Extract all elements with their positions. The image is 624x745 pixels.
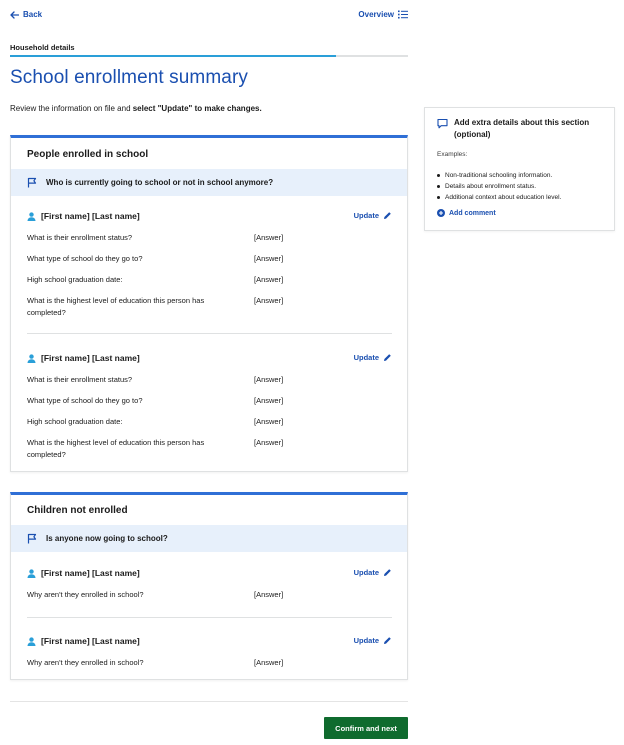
arrow-left-icon [10,11,19,19]
person-icon [27,354,36,363]
detail-answer: [Answer] [254,438,284,447]
example-item [437,192,561,203]
person-block [27,353,392,463]
person-icon [27,637,36,646]
back-label: Back [23,10,43,19]
update-link[interactable] [354,211,392,220]
detail-answer: [Answer] [254,590,284,599]
pencil-icon [383,353,392,362]
section-question-banner [11,525,407,552]
footer-divider [10,701,408,702]
intro-prefix: Review the information on file and [10,104,133,113]
confirm-and-next-button[interactable]: Confirm and next [324,717,408,739]
detail-answer: [Answer] [254,275,284,284]
person-block [27,211,392,321]
person-divider [27,333,392,334]
detail-answer: [Answer] [254,417,284,426]
detail-answer: [Answer] [254,375,284,384]
bullet [437,196,440,199]
pencil-icon [383,636,392,645]
section-card-people-enrolled [10,135,408,472]
person-icon [27,212,36,221]
back-link[interactable] [10,10,42,19]
update-link[interactable] [354,568,392,577]
person-name [27,211,140,221]
examples-label: Examples: [437,151,468,158]
progress-bar [10,55,408,57]
section-question: Who is currently going to school or not in school anymore? [46,178,274,187]
progress-bar-fill [10,55,336,57]
intro-text [10,104,262,113]
detail-question: Why aren't they enrolled in school? [27,590,144,599]
example-item [437,170,561,181]
person-name [27,353,140,363]
bullet [437,174,440,177]
section-question: Is anyone now going to school? [46,534,168,543]
update-label: Update [353,568,379,577]
overview-label: Overview [358,10,394,19]
top-navigation [10,10,408,24]
detail-answer: [Answer] [254,254,284,263]
person-name-text: [First name] [Last name] [41,211,140,221]
person-name-text: [First name] [Last name] [41,568,140,578]
add-comment-label: Add comment [449,209,496,217]
detail-question: What is their enrollment status? [27,375,133,384]
update-label: Update [353,211,379,220]
comment-icon [437,118,448,129]
person-block [27,636,392,672]
section-title: Children not enrolled [27,505,128,516]
flag-icon [27,177,38,188]
update-label: Update [353,353,379,362]
person-name-text: [First name] [Last name] [41,353,140,363]
detail-answer: [Answer] [254,233,284,242]
extra-details-title: Add extra details about this section (optional) [454,118,590,139]
detail-answer: [Answer] [254,296,284,305]
detail-question: What type of school do they go to? [27,254,143,263]
detail-question: Why aren't they enrolled in school? [27,658,144,667]
pencil-icon [383,568,392,577]
plus-circle-icon [437,209,445,217]
person-icon [27,569,36,578]
flag-icon [27,533,38,544]
list-icon [398,10,408,19]
detail-question: What type of school do they go to? [27,396,143,405]
detail-question: What is the highest level of education this person has completed? [27,296,205,317]
extra-details-panel [424,107,615,231]
example-text: Non-traditional schooling information. [445,172,553,179]
intro-emphasis: select "Update" to make changes. [132,104,262,113]
pencil-icon [383,211,392,220]
detail-answer: [Answer] [254,658,284,667]
bullet [437,185,440,188]
detail-question: What is the highest level of education this person has completed? [27,438,205,459]
add-comment-link[interactable] [437,209,496,217]
section-card-children-not-enrolled [10,492,408,680]
person-name [27,568,140,578]
example-text: Additional context about education level. [445,194,562,201]
example-text: Details about enrollment status. [445,183,537,190]
person-name-text: [First name] [Last name] [41,636,140,646]
update-link[interactable] [354,353,392,362]
examples-list [437,170,561,203]
detail-answer: [Answer] [254,396,284,405]
example-item [437,181,561,192]
detail-question: High school graduation date: [27,275,123,284]
page-title: School enrollment summary [10,67,248,88]
section-title: People enrolled in school [27,149,149,160]
update-link[interactable] [354,636,392,645]
person-block [27,568,392,604]
overview-link[interactable] [358,10,408,19]
person-divider [27,617,392,618]
detail-question: High school graduation date: [27,417,123,426]
progress-label: Household details [10,43,75,52]
update-label: Update [353,636,379,645]
detail-question: What is their enrollment status? [27,233,133,242]
person-name [27,636,140,646]
section-question-banner [11,169,407,196]
